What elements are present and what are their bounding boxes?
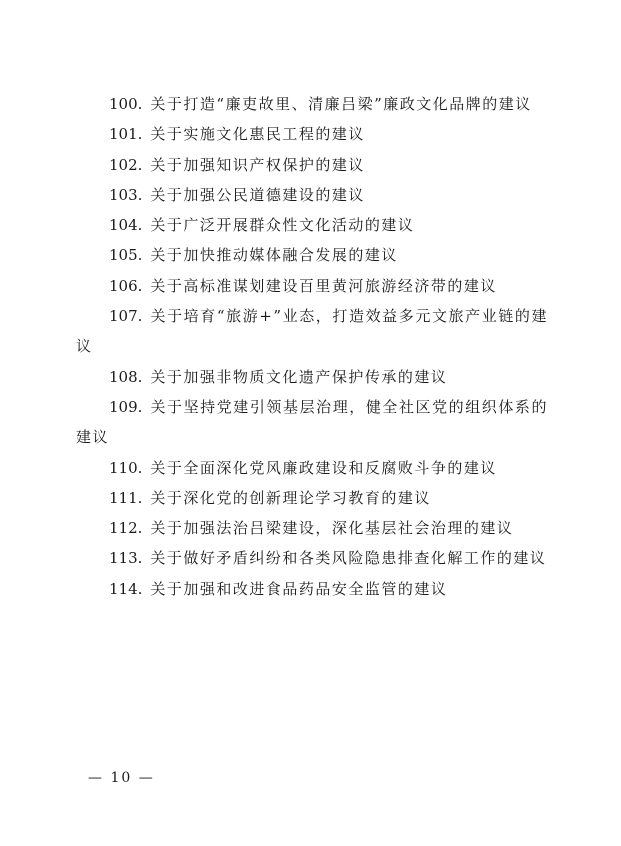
list-item [76,210,548,240]
list-item [76,301,548,362]
item-number: 110. [109,458,143,477]
list-item [76,150,548,180]
list-item [76,392,548,453]
item-number: 112. [109,519,143,538]
list-item [76,240,548,270]
list-item [76,119,548,149]
proposal-list [76,89,548,604]
list-item [76,89,548,119]
page-number: — 10 — [88,770,155,786]
item-text: 关于加强法治吕梁建设，深化基层社会治理的建议 [150,519,514,538]
item-number: 103. [109,185,143,204]
list-item [76,574,548,604]
item-number: 106. [109,276,143,295]
list-item [76,513,548,543]
item-number: 113. [109,549,143,568]
list-item [76,483,548,513]
item-number: 111. [109,488,143,507]
item-text: 关于全面深化党风廉政建设和反腐败斗争的建议 [150,458,497,477]
item-text: 关于广泛开展群众性文化活动的建议 [150,216,415,235]
item-text: 关于加强和改进食品药品安全监管的建议 [150,579,448,598]
item-text: 关于坚持党建引领基层治理，健全社区党的组织体系的建议 [76,397,548,447]
item-text: 关于深化党的创新理论学习教育的建议 [150,488,431,507]
item-text: 关于做好矛盾纠纷和各类风险隐患排查化解工作的建议 [150,549,547,568]
item-number: 104. [109,216,143,235]
list-item [76,271,548,301]
item-text: 关于高标准谋划建设百里黄河旅游经济带的建议 [150,276,497,295]
item-number: 101. [109,125,143,144]
item-text: 关于加强知识产权保护的建议 [150,155,365,174]
item-number: 105. [109,246,143,265]
item-number: 102. [109,155,143,174]
item-text: 关于加强公民道德建设的建议 [150,185,365,204]
list-item [76,362,548,392]
item-text: 关于加快推动媒体融合发展的建议 [150,246,398,265]
item-number: 107. [109,307,143,326]
list-item [76,453,548,483]
item-text: 关于培育“旅游+”业态，打造效益多元文旅产业链的建议 [76,307,548,356]
item-number: 108. [109,367,143,386]
list-item [76,543,548,573]
item-number: 100. [109,95,143,113]
item-number: 109. [109,397,143,416]
item-text: 关于加强非物质文化遗产保护传承的建议 [150,367,448,386]
item-text: 关于实施文化惠民工程的建议 [150,125,365,144]
item-number: 114. [109,579,143,598]
list-item [76,180,548,210]
item-text: 关于打造“廉吏故里、清廉吕梁”廉政文化品牌的建议 [150,95,532,113]
